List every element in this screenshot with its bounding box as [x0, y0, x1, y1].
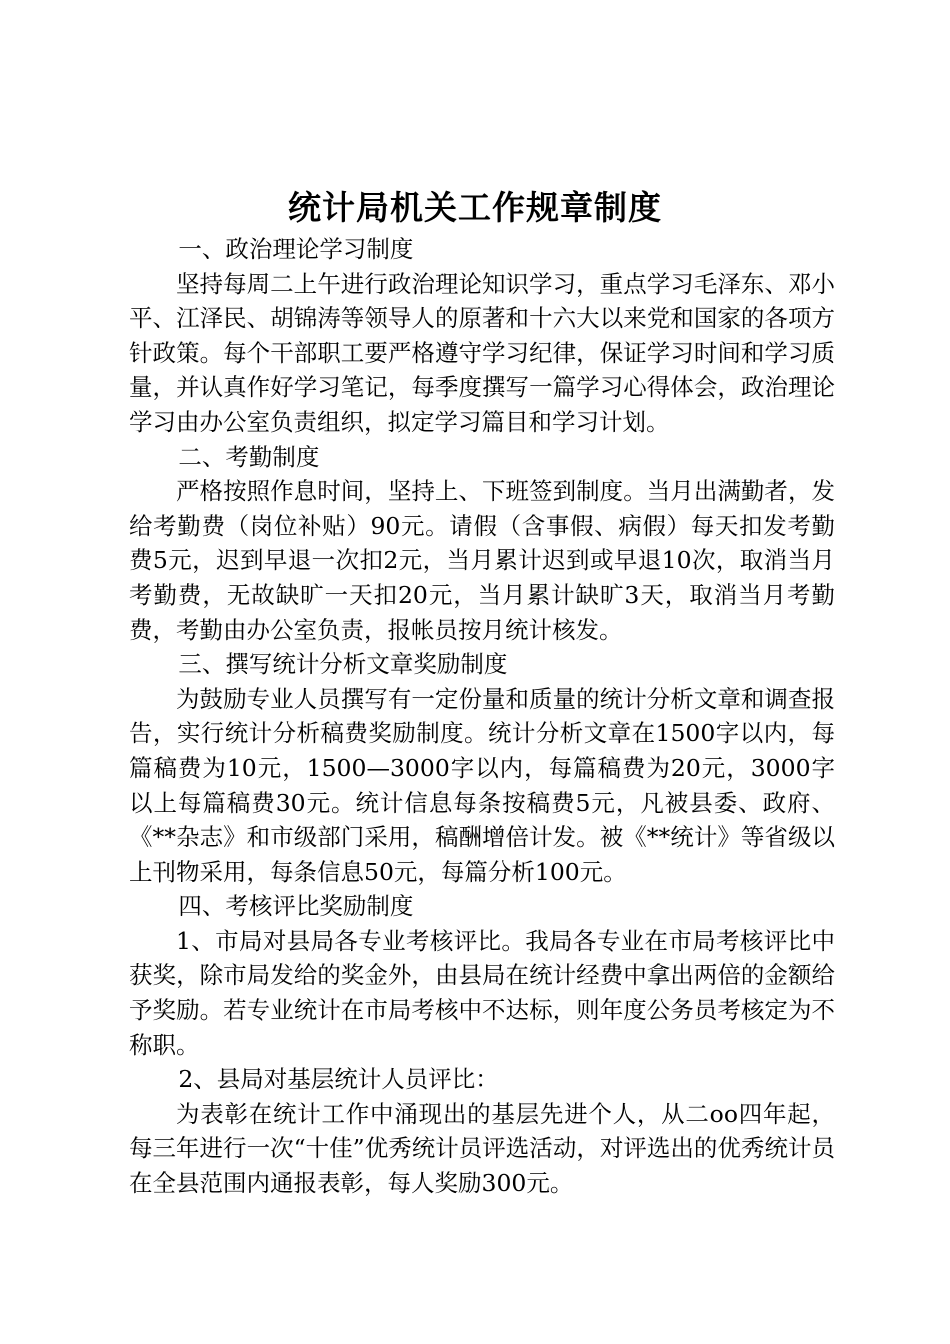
section-paragraph-article-reward: 为鼓励专业人员撰写有一定份量和质量的统计分析文章和调查报告，实行统计分析稿费奖励制度。统计分析文章在1500字以内，每篇稿费为10元，1500—3000字以内，每篇稿费为20元，3000字以上每篇稿费30元。统计信息每条按稿费5元，凡被县委、政府、《**杂志》和市级部门采用，稿酬增倍计发。被《**统计》等省级以上刊物采用，每条信息50元，每篇分析100元。	[129, 684, 835, 886]
section-paragraph-county-assessment: 为表彰在统计工作中涌现出的基层先进个人，从二oo四年起，每三年进行一次“十佳”优秀统计员评选活动，对评选出的优秀统计员在全县范围内通报表彰，每人奖励300元。	[129, 1099, 835, 1198]
section-heading-attendance: 二、考勤制度	[178, 442, 320, 471]
section-paragraph-city-assessment: 1、市局对县局各专业考核评比。我局各专业在市局考核评比中获奖，除市局发给的奖金外，由县局在统计经费中拿出两倍的金额给予奖励。若专业统计在市局考核中不达标，则年度公务员考核定为不称职。	[129, 926, 835, 1059]
document-title: 统计局机关工作规章制度	[288, 188, 662, 227]
document-body	[129, 232, 835, 1201]
section-heading-county-assessment: 2、县局对基层统计人员评比：	[178, 1065, 499, 1094]
section-paragraph-political-study: 坚持每周二上午进行政治理论知识学习，重点学习毛泽东、邓小平、江泽民、胡锦涛等领导人的原著和十六大以来党和国家的各项方针政策。每个干部职工要严格遵守学习纪律，保证学习时间和学习质量，并认真作好学习笔记，每季度撰写一篇学习心得体会，政治理论学习由办公室负责组织，拟定学习篇目和学习计划。	[129, 269, 835, 436]
section-heading-political-study: 一、政治理论学习制度	[178, 235, 414, 263]
section-paragraph-attendance: 严格按照作息时间，坚持上、下班签到制度。当月出满勤者，发给考勤费（岗位补贴）90元。请假（含事假、病假）每天扣发考勤费5元，迟到早退一次扣2元，当月累计迟到或早退10次，取消当月考勤费，无故缺旷一天扣20元，当月累计缺旷3天，取消当月考勤费，考勤由办公室负责，报帐员按月统计核发。	[129, 477, 835, 644]
section-heading-article-reward: 三、撰写统计分析文章奖励制度	[178, 650, 508, 679]
section-heading-assessment-reward: 四、考核评比奖励制度	[178, 892, 414, 921]
